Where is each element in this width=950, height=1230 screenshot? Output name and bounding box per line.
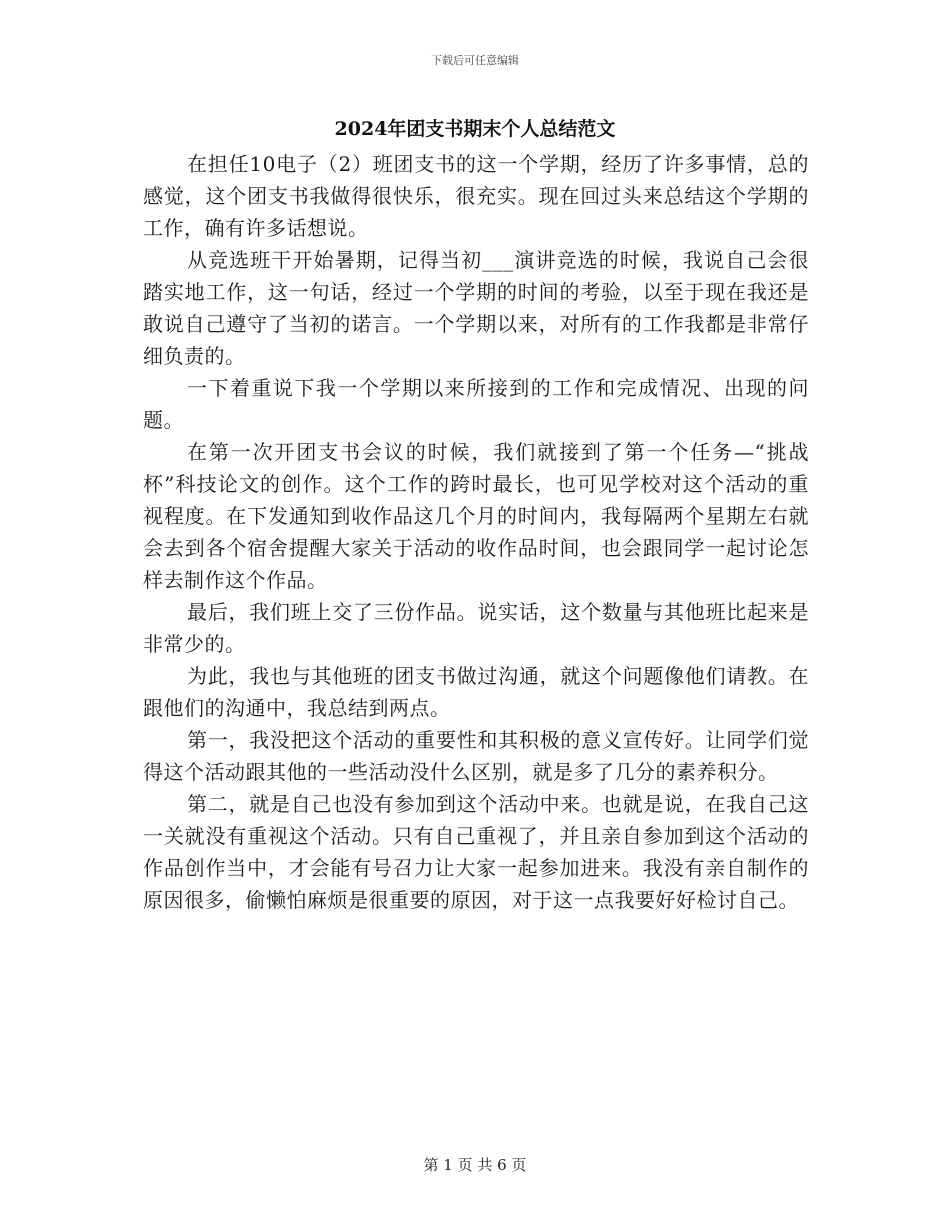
paragraph: 第一，我没把这个活动的重要性和其积极的意义宣传好。让同学们觉得这个活动跟其他的一些活动没什么区别，就是多了几分的素养积分。 [143, 728, 809, 784]
paragraph: 在担任10电子（2）班团支书的这一个学期，经历了许多事情，总的感觉，这个团支书我做得很快乐，很充实。现在回过头来总结这个学期的工作，确有许多话想说。 [143, 152, 809, 240]
paragraph: 一下着重说下我一个学期以来所接到的工作和完成情况、出现的问题。 [143, 376, 809, 432]
page-header-note: 下载后可任意编辑 [431, 54, 519, 67]
paragraph: 从竞选班干开始暑期，记得当初___演讲竞选的时候，我说自己会很踏实地工作，这一句话，经过一个学期的时间的考验，以至于现在我还是敢说自己遵守了当初的诺言。一个学期以来，对所有的工作我都是非常仔细负责的。 [143, 248, 809, 368]
document-body [143, 148, 809, 916]
paragraph: 第二，就是自己也没有参加到这个活动中来。也就是说，在我自己这一关就没有重视这个活动。只有自己重视了，并且亲自参加到这个活动的作品创作当中，才会能有号召力让大家一起参加进来。我没有亲自制作的原因很多，偷懒怕麻烦是很重要的原因，对于这一点我要好好检讨自己。 [143, 792, 809, 912]
page-number: 第 1 页 共 6 页 [423, 1156, 527, 1174]
paragraph: 为此，我也与其他班的团支书做过沟通，就这个问题像他们请教。在跟他们的沟通中，我总结到两点。 [143, 664, 809, 720]
paragraph: 最后，我们班上交了三份作品。说实话，这个数量与其他班比起来是非常少的。 [143, 600, 809, 656]
paragraph: 在第一次开团支书会议的时候，我们就接到了第一个任务—“挑战杯”科技论文的创作。这个工作的跨时最长，也可见学校对这个活动的重视程度。在下发通知到收作品这几个月的时间内，我每隔两个星期左右就会去到各个宿舍提醒大家关于活动的收作品时间，也会跟同学一起讨论怎样去制作这个作品。 [143, 440, 809, 592]
document-title: 2024年团支书期末个人总结范文 [334, 118, 616, 140]
